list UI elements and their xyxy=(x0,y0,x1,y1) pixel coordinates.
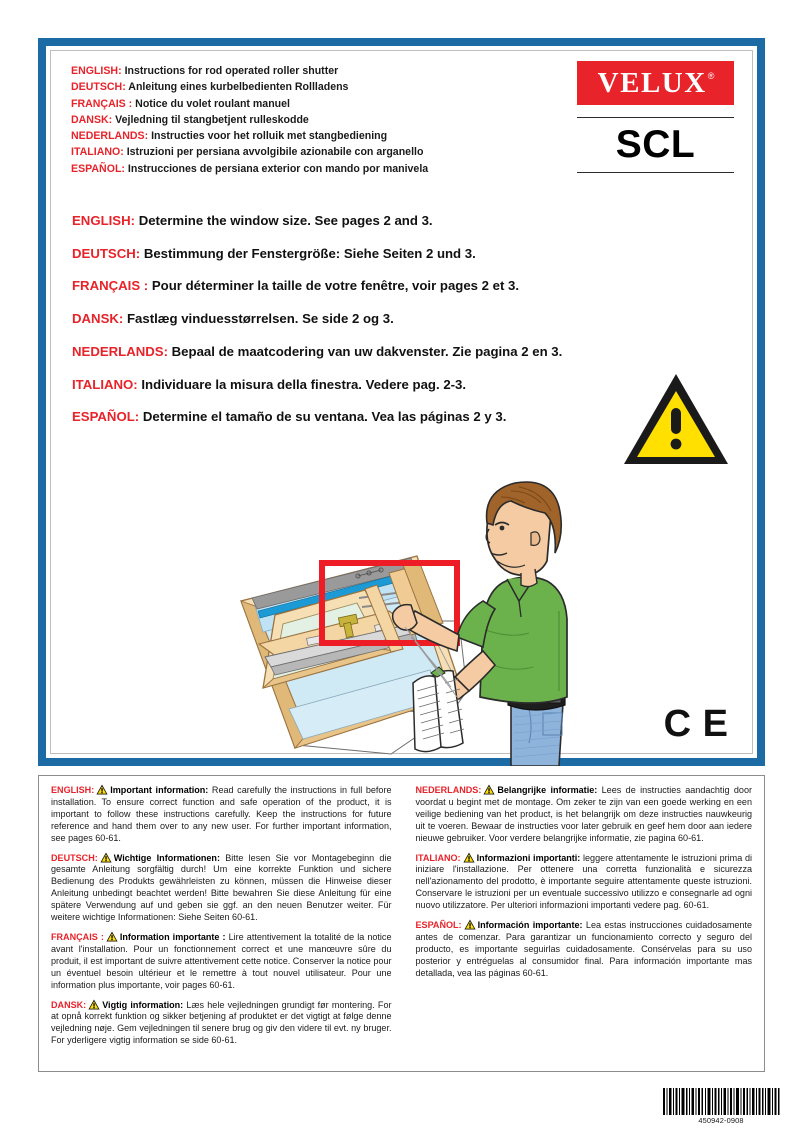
notice-body: Læs hele vejledningen grundigt før montering. For at opnå korrekt funktion og sikker betjening af produktet er det vigtigt at følge denne vejledning nøje. Gem vejledningen til senere brug og giv den videre til evt. ny bruger. For yderligere vigtig information se side 60-61. xyxy=(51,999,392,1046)
header-lang-label: DEUTSCH: xyxy=(71,81,126,94)
product-code-box xyxy=(577,117,734,173)
notice-lang-label: DANSK: xyxy=(51,999,87,1010)
header-lang-label: ITALIANO: xyxy=(71,146,124,159)
instruction-lang-label: NEDERLANDS: xyxy=(72,343,168,359)
instruction-text: Fastlæg vinduesstørrelsen. Se side 2 og 3. xyxy=(126,311,394,327)
warning-triangle-icon xyxy=(463,852,475,863)
instruction-text: Individuare la misura della finestra. Vedere pag. 2-3. xyxy=(141,376,467,392)
notice-heading: Important information: xyxy=(110,785,209,795)
cover-blue-frame xyxy=(38,38,765,766)
instruction-text: Bestimmung der Fenstergröße: Siehe Seiten 2 und 3. xyxy=(143,245,476,261)
header-lang-text: Istruzioni per persiana avvolgibile azionabile con arganello xyxy=(126,146,424,159)
header-title-row xyxy=(71,144,471,160)
instruction-lang-label: ENGLISH: xyxy=(72,213,136,228)
cover-inner-border xyxy=(50,50,753,754)
instruction-lang-label: FRANÇAIS : xyxy=(72,278,149,294)
barcode-number: 450942-0908 xyxy=(698,1116,744,1125)
notice-paragraph xyxy=(51,784,392,845)
header-lang-label: NEDERLANDS: xyxy=(71,130,149,143)
header-lang-text: Vejledning til stangbetjent rulleskodde xyxy=(115,113,309,126)
notice-body: Lire attentivement la totalité de la notice avant l'installation. Pour un fonctionnement correct et une manœuvre sûre du produit, il est important de suivre attentivement cette notice. Conserver la notice pour un éventuel besoin ultérieur et le remettre à tout nouvel utilisateur. Pour une information plus importante, voir pages 60-61. xyxy=(51,931,392,990)
product-code: SCL xyxy=(615,123,696,166)
notice-paragraph xyxy=(416,784,753,845)
header-title-row xyxy=(71,161,471,177)
brand-logo-block xyxy=(577,61,734,173)
notice-paragraph xyxy=(51,852,392,924)
notice-lang-label: DEUTSCH: xyxy=(51,852,98,863)
header-lang-text: Instructies voor het rolluik met stangbediening xyxy=(151,130,388,143)
header-lang-text: Instrucciones de persiana exterior con mando por manivela xyxy=(127,162,429,175)
notice-heading: Información importante: xyxy=(477,920,583,931)
header-lang-label: DANSK: xyxy=(71,113,113,126)
notice-body: Read carefully the instructions in full before installation. To ensure correct function and safe operation of the product, it is important to follow these instructions carefully. Keep the instructions for future reference and hand them over to any new user. For further important information, see pages 60-61. xyxy=(51,785,392,843)
notice-heading: Vigtig information: xyxy=(102,999,184,1010)
instruction-row xyxy=(72,378,672,391)
instruction-row xyxy=(72,312,672,325)
notice-lang-label: FRANÇAIS : xyxy=(51,931,104,942)
notice-lang-label: ITALIANO: xyxy=(415,852,461,863)
header-lang-text: Instructions for rod operated roller shutter xyxy=(124,65,339,77)
warning-triangle-icon xyxy=(88,999,100,1010)
header-title-row xyxy=(71,128,471,144)
header-lang-text: Anleitung eines kurbelbedienten Rollladens xyxy=(128,81,349,94)
important-information-box xyxy=(38,775,765,1072)
header-lang-label: FRANÇAIS : xyxy=(71,97,133,110)
header-lang-label: ESPAÑOL: xyxy=(71,162,125,175)
warning-triangle-icon xyxy=(483,784,495,795)
notice-lang-label: NEDERLANDS: xyxy=(415,785,482,795)
barcode-block xyxy=(662,1088,780,1125)
header-title-row xyxy=(71,79,471,95)
header-title-row xyxy=(71,63,471,79)
instruction-row xyxy=(72,247,672,260)
notice-body: Lea estas instrucciones cuidadosamente antes de comenzar. Para garantizar un funcionamiento correcto y seguro del producto, es importante seguirlas cuidadosamente. Consérvelas para su uso posterior y entréguelas al consumidor final. Para información importante mas detallada, vea las páginas 60-61. xyxy=(415,920,752,978)
notice-paragraph xyxy=(416,852,753,913)
notice-heading: Belangrijke informatie: xyxy=(497,785,598,795)
instruction-lang-label: DANSK: xyxy=(72,311,124,327)
registered-trademark-icon: ® xyxy=(707,71,715,81)
instruction-row xyxy=(72,410,672,423)
notice-column-left xyxy=(39,776,402,1071)
barcode-image xyxy=(662,1088,780,1115)
instruction-text: Pour déterminer la taille de votre fenêtre, voir pages 2 et 3. xyxy=(151,278,520,294)
notice-body: Lees de instructies aandachtig door voordat u begint met de montage. Om zeker te zijn van een goede werking en een veilige bediening van het product, is het belangrijk om deze instructies nauwkeurig uit te voeren. Bewaar de instructies voor later gebruik en geef hem door aan iedere nieuwe gebruiker. Voor verdere belangrijke informatie, zie pagina 60-61. xyxy=(415,785,752,843)
main-instruction-list xyxy=(72,214,672,443)
notice-heading: Information importante : xyxy=(119,931,226,942)
warning-triangle-icon xyxy=(464,919,476,930)
instruction-row xyxy=(72,214,672,227)
warning-triangle-icon xyxy=(106,931,118,942)
installation-illustration xyxy=(59,451,759,766)
instruction-row xyxy=(72,279,672,292)
notice-lang-label: ESPAÑOL: xyxy=(415,920,462,931)
notice-body: Bitte lesen Sie vor Montagebeginn die gesamte Anleitung sorgfältig durch! Um eine korrekte Funktion und sichere Bedienung des Produkts gewährleisten zu können, müssen die Hinweise dieser Anleitung unbedingt beachtet werden! Bitte bewahren Sie diese Anleitung für eine spätere Verwendung auf und geben sie ggf. an den neuen Benutzer weiter. Für weitere wichtige Informationen: Siehe Seiten 60-61. xyxy=(51,852,392,923)
header-lang-label: ENGLISH: xyxy=(71,65,122,77)
instruction-lang-label: DEUTSCH: xyxy=(72,245,141,261)
header-title-row xyxy=(71,112,471,128)
instruction-text: Determine el tamaño de su ventana. Vea las páginas 2 y 3. xyxy=(142,409,507,425)
notice-heading: Informazioni importanti: xyxy=(476,852,581,863)
notice-paragraph xyxy=(51,999,392,1048)
instruction-text: Determine the window size. See pages 2 and 3. xyxy=(138,213,433,228)
instruction-booklet xyxy=(413,667,464,752)
instruction-lang-label: ITALIANO: xyxy=(72,376,138,392)
header-language-titles xyxy=(71,63,471,177)
notice-lang-label: ENGLISH: xyxy=(51,785,95,795)
notice-column-right xyxy=(402,776,765,1071)
ce-mark: C E xyxy=(663,703,730,745)
notice-paragraph xyxy=(51,931,392,992)
instruction-row xyxy=(72,345,672,358)
header-lang-text: Notice du volet roulant manuel xyxy=(135,97,290,110)
warning-triangle-icon xyxy=(100,852,112,863)
velux-logo xyxy=(577,61,734,105)
notice-paragraph xyxy=(416,919,753,980)
instruction-text: Bepaal de maatcodering van uw dakvenster. Zie pagina 2 en 3. xyxy=(171,343,563,359)
velux-wordmark: VELUX xyxy=(597,66,707,99)
header-title-row xyxy=(71,96,471,112)
notice-heading: Wichtige Informationen: xyxy=(113,852,220,863)
notice-body: leggere attentamente le istruzioni prima di iniziare l'installazione. Per ottenere una corretta funzionalità e sicurezza nell'azionamento del prodotto, è importante seguire attentamente queste istruzioni. Conservare le istruzioni per un eventuale successivo utilizzo e consegnarle ad ogni nuovo utilizzatore. Per ulteriori informazioni importanti vedere pag. 60-61. xyxy=(415,852,752,911)
warning-triangle-icon xyxy=(96,784,108,795)
instruction-lang-label: ESPAÑOL: xyxy=(72,409,140,425)
